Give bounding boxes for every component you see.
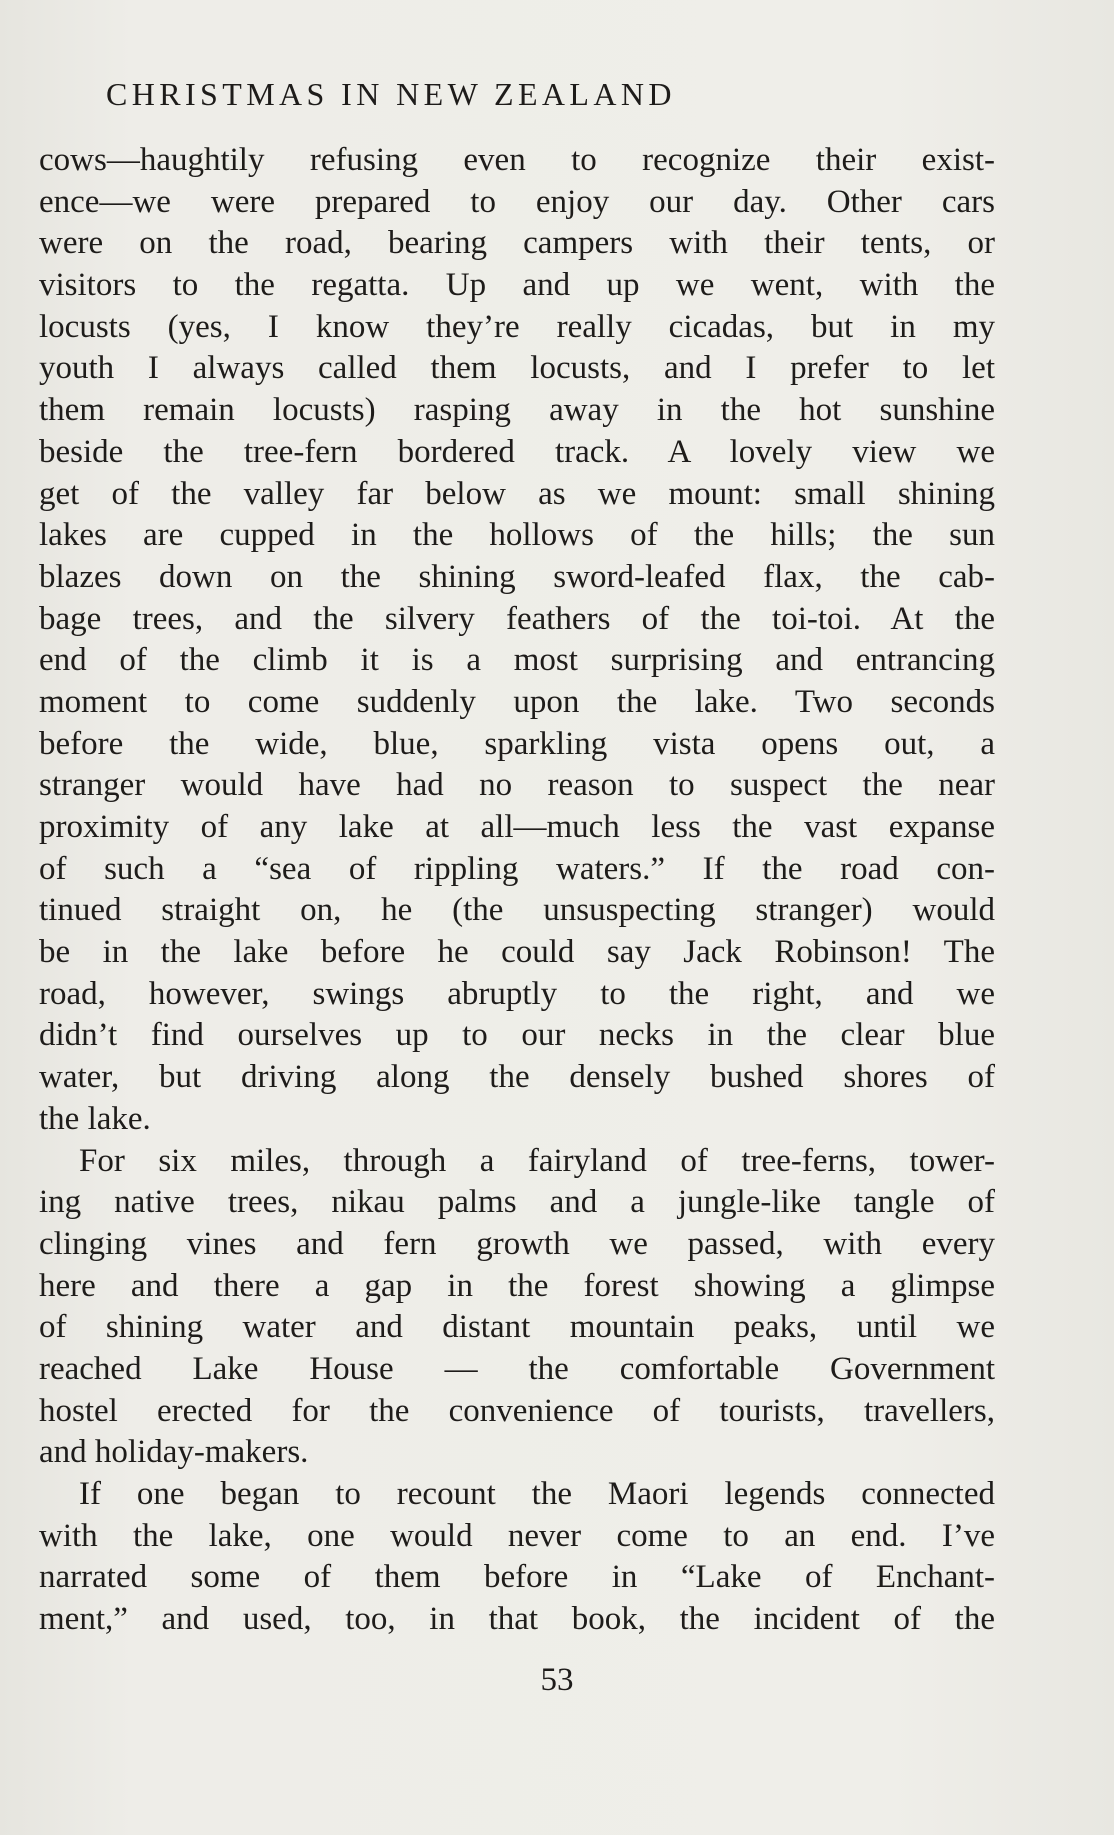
text-line: ment,” and used, too, in that book, the incident of the [39, 1601, 995, 1638]
text-line: were on the road, bearing campers with their tents, or [39, 225, 995, 262]
text-line: narrated some of them before in “Lake of Enchant- [39, 1559, 995, 1596]
text-line: of shining water and distant mountain peaks, until we [39, 1309, 995, 1346]
text-line: moment to come suddenly upon the lake. Two seconds [39, 683, 995, 720]
text-line: locusts (yes, I know they’re really cicadas, but in my [39, 308, 995, 345]
text-line: road, however, swings abruptly to the right, and we [39, 975, 995, 1012]
paragraph-end-line: the lake. [39, 1100, 151, 1137]
paragraph-start-line: If one began to recount the Maori legends connected [79, 1476, 995, 1512]
text-line: clinging vines and fern growth we passed, with every [39, 1225, 995, 1262]
paragraph-start-line: For six miles, through a fairyland of tree-ferns, tower- [79, 1142, 995, 1179]
text-line: visitors to the regatta. Up and up we went, with the [39, 267, 995, 304]
text-line: beside the tree-fern bordered track. A lovely view we [39, 433, 995, 470]
text-line: youth I always called them locusts, and I prefer to let [39, 350, 995, 387]
text-line: end of the climb it is a most surprising and entrancing [39, 642, 995, 679]
running-head: CHRISTMAS IN NEW ZEALAND [106, 76, 676, 112]
text-line: stranger would have had no reason to suspect the near [39, 767, 995, 804]
text-line: didn’t find ourselves up to our necks in the clear blue [39, 1017, 995, 1054]
text-line: water, but driving along the densely bushed shores of [39, 1059, 995, 1096]
text-line: reached Lake House — the comfortable Government [39, 1350, 995, 1387]
text-line: tinued straight on, he (the unsuspecting stranger) would [39, 892, 995, 929]
body-text [39, 140, 995, 1641]
paragraph-end-line: and holiday-makers. [39, 1434, 309, 1471]
text-line: lakes are cupped in the hollows of the hills; the sun [39, 517, 995, 554]
text-line: cows—haughtily refusing even to recognize their exist- [39, 142, 995, 178]
text-line: be in the lake before he could say Jack Robinson! The [39, 934, 995, 971]
text-line: of such a “sea of rippling waters.” If the road con- [39, 850, 995, 887]
text-line: proximity of any lake at all—much less the vast expanse [39, 809, 995, 845]
text-line: bage trees, and the silvery feathers of the toi-toi. At the [39, 600, 995, 637]
text-line: with the lake, one would never come to an end. I’ve [39, 1517, 995, 1554]
text-line: ence—we were prepared to enjoy our day. Other cars [39, 183, 995, 220]
text-line: here and there a gap in the forest showing a glimpse [39, 1267, 995, 1304]
page-number: 53 [540, 1662, 574, 1698]
text-line: get of the valley far below as we mount: small shining [39, 475, 995, 512]
text-line: before the wide, blue, sparkling vista opens out, a [39, 725, 995, 762]
text-line: ing native trees, nikau palms and a jungle-like tangle of [39, 1184, 995, 1221]
text-line: blazes down on the shining sword-leafed flax, the cab- [39, 558, 995, 595]
text-line: them remain locusts) rasping away in the hot sunshine [39, 392, 995, 429]
text-line: hostel erected for the convenience of tourists, travellers, [39, 1392, 995, 1429]
